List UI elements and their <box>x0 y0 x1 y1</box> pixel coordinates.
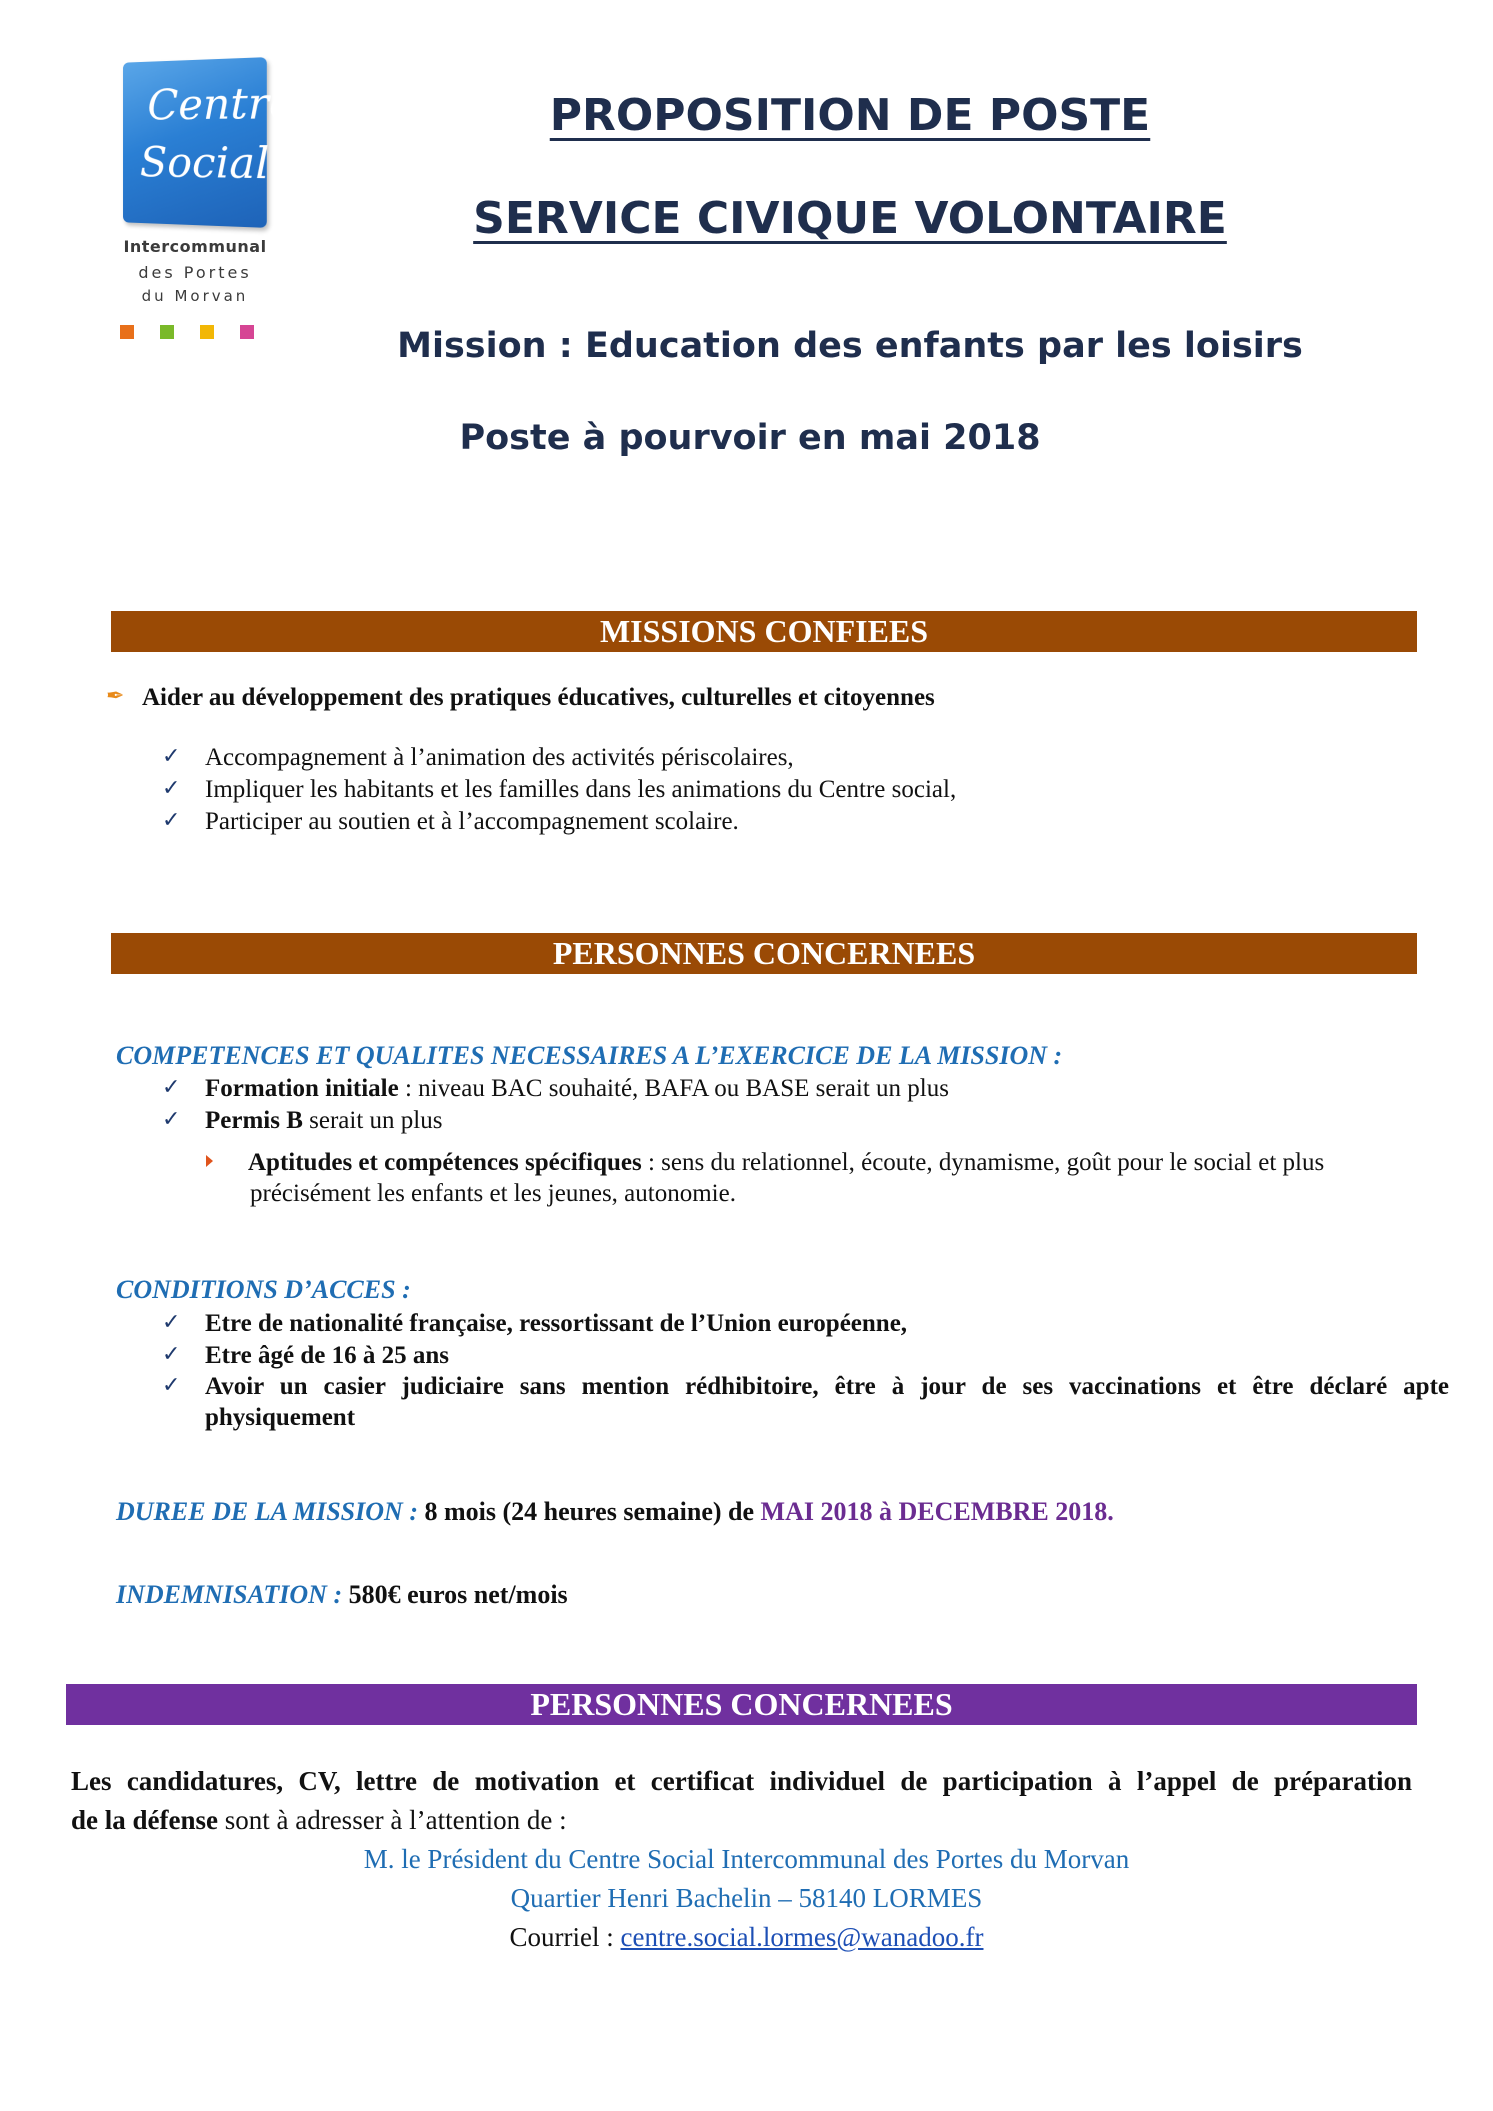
checkmark-icon: ✓ <box>162 1310 181 1335</box>
duree-line: DUREE DE LA MISSION : 8 mois (24 heures semaine) de MAI 2018 à DECEMBRE 2018. <box>116 1497 1114 1526</box>
missions-lead: Aider au développement des pratiques éducatives, culturelles et citoyennes <box>142 684 935 711</box>
mission-item: Accompagnement à l’animation des activités périscolaires, <box>205 744 794 771</box>
logo-word-centre: Centre <box>147 76 296 130</box>
aptitudes-line-1: Aptitudes et compétences spécifiques : sens du relationnel, écoute, dynamisme, goût pour le social et plus <box>248 1149 1325 1176</box>
email-link[interactable]: centre.social.lormes@wanadoo.fr <box>620 1922 984 1952</box>
competences-heading: COMPETENCES ET QUALITES NECESSAIRES A L’EXERCICE DE LA MISSION : <box>116 1041 1063 1070</box>
pointing-hand-icon: ✒ <box>106 684 125 709</box>
checkmark-icon: ✓ <box>162 744 181 769</box>
page-subtitle: SERVICE CIVIQUE VOLONTAIRE <box>473 193 1227 244</box>
candidature-line-1: Les candidatures, CV, lettre de motivation et certificat individuel de participation à l’appel de préparation <box>71 1766 1412 1796</box>
checkmark-icon: ✓ <box>162 1373 181 1398</box>
courriel-line: Courriel : centre.social.lormes@wanadoo.fr <box>509 1922 984 1952</box>
logo-subtitle-1: Intercommunal <box>123 237 267 256</box>
condition-item-casier-line-2: physiquement <box>205 1404 356 1431</box>
competence-item-formation: Formation initiale : niveau BAC souhaité, BAFA ou BASE serait un plus <box>205 1075 949 1102</box>
section-bar-personnes: PERSONNES CONCERNEES <box>111 933 1417 974</box>
section-bar-candidatures: PERSONNES CONCERNEES <box>66 1684 1417 1725</box>
logo-square-yellow <box>200 325 214 339</box>
logo-square-green <box>160 325 174 339</box>
mission-item: Participer au soutien et à l’accompagnement scolaire. <box>205 808 739 835</box>
condition-item: Etre de nationalité française, ressortissant de l’Union européenne, <box>205 1310 908 1337</box>
checkmark-icon: ✓ <box>162 776 181 801</box>
logo-word-social: Social <box>139 137 270 189</box>
address-line-1: M. le Président du Centre Social Intercommunal des Portes du Morvan <box>363 1844 1130 1874</box>
logo-square-pink <box>240 325 254 339</box>
indemnisation-line: INDEMNISATION : 580€ euros net/mois <box>116 1580 568 1609</box>
checkmark-icon: ✓ <box>162 1342 181 1367</box>
condition-item: Etre âgé de 16 à 25 ans <box>205 1342 449 1369</box>
candidature-line-2: de la défense sont à adresser à l’attention de : <box>71 1805 567 1835</box>
checkmark-icon: ✓ <box>162 808 181 833</box>
aptitudes-line-2: précisément les enfants et les jeunes, autonomie. <box>250 1180 736 1207</box>
mission-line: Mission : Education des enfants par les loisirs <box>397 326 1303 366</box>
section-bar-missions: MISSIONS CONFIEES <box>111 611 1417 652</box>
logo-square-orange <box>120 325 134 339</box>
logo-subtitle-2: des Portes <box>138 263 252 282</box>
address-line-2: Quartier Henri Bachelin – 58140 LORMES <box>510 1883 983 1913</box>
mission-item: Impliquer les habitants et les familles dans les animations du Centre social, <box>205 776 957 803</box>
logo-subtitle-3: du Morvan <box>141 287 249 305</box>
page-title: PROPOSITION DE POSTE <box>549 90 1151 141</box>
checkmark-icon: ✓ <box>162 1107 181 1132</box>
logo-badge <box>123 57 296 228</box>
arrow-bullet-icon <box>206 1155 213 1167</box>
poste-line: Poste à pourvoir en mai 2018 <box>459 418 1041 458</box>
competence-item-permis: Permis B serait un plus <box>205 1107 443 1134</box>
conditions-heading: CONDITIONS D’ACCES : <box>116 1275 411 1304</box>
condition-item-casier-line-1: Avoir un casier judiciaire sans mention rédhibitoire, être à jour de ses vaccinations et être déclaré apte <box>205 1373 1449 1400</box>
centre-social-logo <box>110 55 296 355</box>
checkmark-icon: ✓ <box>162 1075 181 1100</box>
